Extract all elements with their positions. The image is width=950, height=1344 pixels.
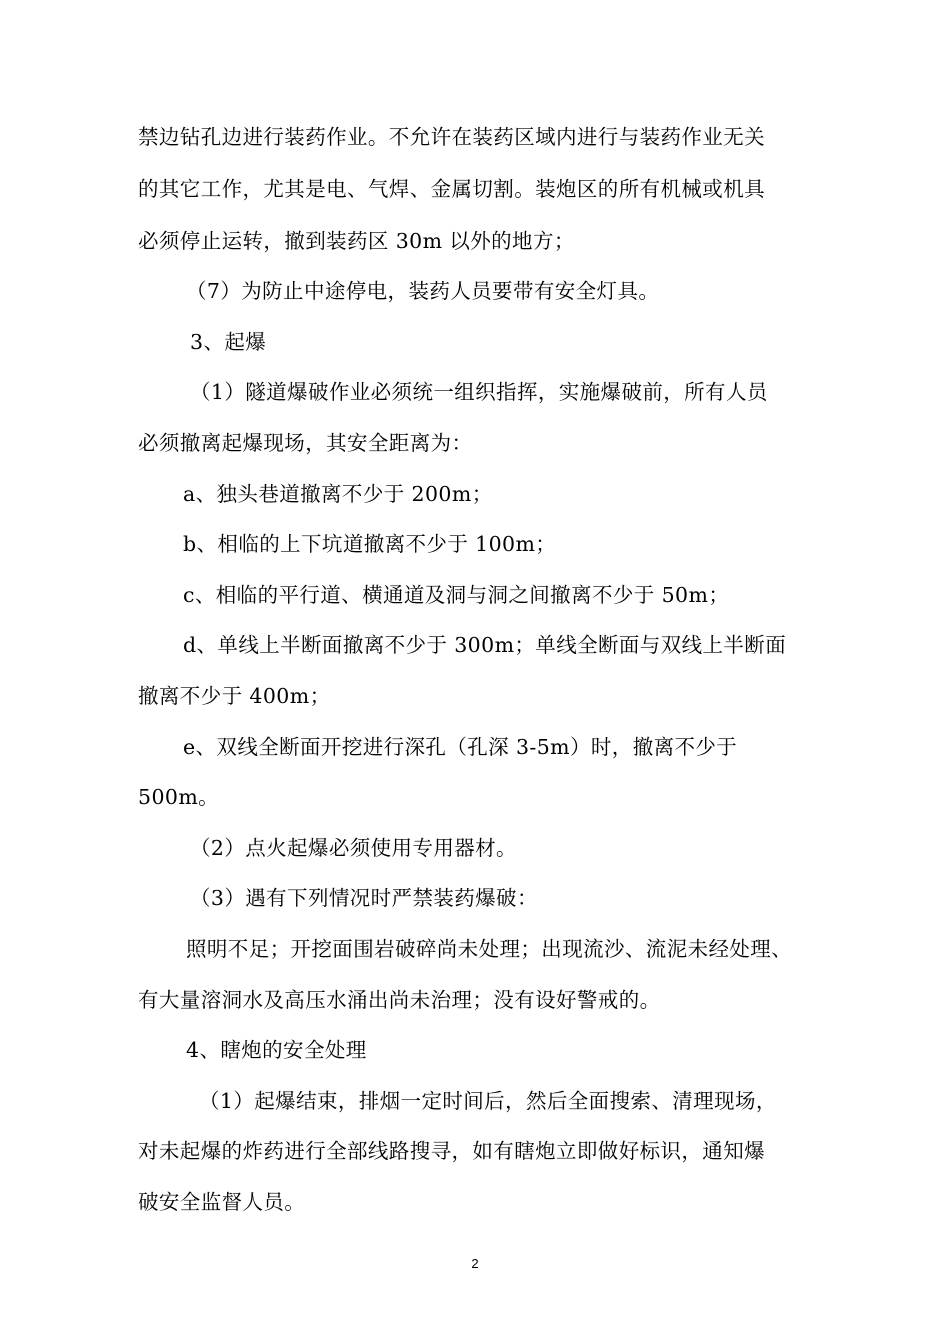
text-line: 必须撤离起爆现场，其安全距离为： <box>138 431 473 455</box>
text-line: （7）为防止中途停电，装药人员要带有安全灯具。 <box>186 279 660 303</box>
text-line: 必须停止运转，撤到装药区 30m 以外的地方； <box>138 229 575 253</box>
text-line: 破安全监督人员。 <box>138 1190 306 1214</box>
page-number: 2 <box>471 1256 479 1271</box>
text-line: 500m。 <box>138 785 220 809</box>
text-line: 禁边钻孔边进行装药作业。不允许在装药区域内进行与装药作业无关 <box>138 125 765 149</box>
text-line: （1）隧道爆破作业必须统一组织指挥，实施爆破前，所有人员 <box>190 380 768 404</box>
text-line: （2）点火起爆必须使用专用器材。 <box>190 836 517 860</box>
text-line: 的其它工作，尤其是电、气焊、金属切割。装炮区的所有机械或机具 <box>138 177 765 201</box>
text-line: 撤离不少于 400m； <box>138 684 331 708</box>
list-item: b、相临的上下坑道撤离不少于 100m； <box>183 532 557 556</box>
text-line: 对未起爆的炸药进行全部线路搜寻，如有瞎炮立即做好标识，通知爆 <box>138 1139 765 1163</box>
list-item: c、相临的平行道、横通道及洞与洞之间撤离不少于 50m； <box>183 583 730 607</box>
section-heading: 4、瞎炮的安全处理 <box>186 1038 367 1062</box>
list-item: e、双线全断面开挖进行深孔（孔深 3-5m）时，撤离不少于 <box>183 735 738 759</box>
text-line: （1）起爆结束，排烟一定时间后，然后全面搜索、清理现场， <box>199 1089 777 1113</box>
text-line: 有大量溶洞水及高压水涌出尚未治理；没有设好警戒的。 <box>138 988 661 1012</box>
list-item: a、独头巷道撤离不少于 200m； <box>183 482 493 506</box>
text-line: 照明不足；开挖面围岩破碎尚未处理；出现流沙、流泥未经处理、 <box>186 937 793 961</box>
section-heading: 3、起爆 <box>190 330 267 354</box>
list-item: d、单线上半断面撤离不少于 300m；单线全断面与双线上半断面 <box>183 633 787 657</box>
text-line: （3）遇有下列情况时严禁装药爆破： <box>190 886 538 910</box>
